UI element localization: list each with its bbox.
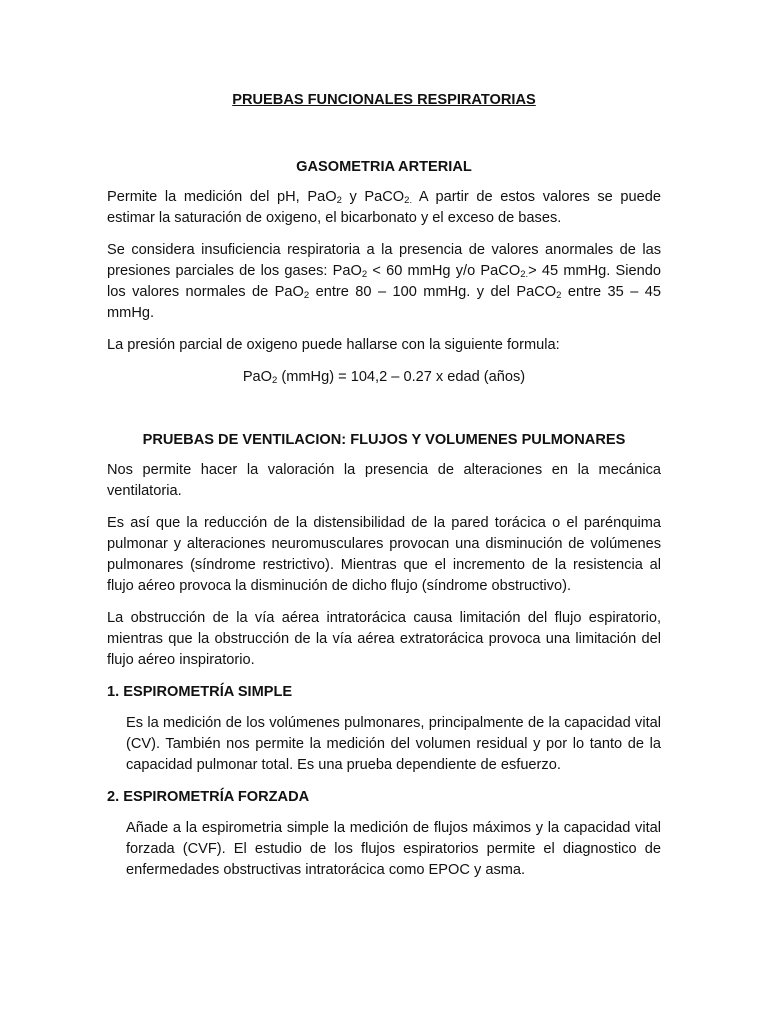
numbered-heading-espirometria-forzada: 2. ESPIROMETRÍA FORZADA <box>107 789 310 805</box>
paragraph-espirometria-simple: Es la medición de los volúmenes pulmonares, principalmente de la capacidad vital (CV). También nos permite la medición del volumen residual y por lo tanto de la capacidad pulmonar total. Es una prueba dependiente de esfuerzo. <box>126 715 661 773</box>
text-run: Se considera insuficiencia respiratoria a la presencia de valores anormales de las presiones parciales de los gases: PaO <box>107 242 661 279</box>
section-heading-ventilacion: PRUEBAS DE VENTILACION: FLUJOS Y VOLUMENES PULMONARES <box>142 432 626 448</box>
subscript: 2 <box>303 290 310 301</box>
document-title: PRUEBAS FUNCIONALES RESPIRATORIAS <box>232 92 536 108</box>
paragraph-gasometria-2 <box>107 240 661 324</box>
text-run: > 45 mmHg. Siendo los valores normales de PaO <box>107 263 661 300</box>
paragraph-gasometria-3: La presión parcial de oxigeno puede hallarse con la siguiente formula: <box>107 337 560 353</box>
text-run: A partir de estos valores se puede estimar la saturación de oxigeno, el bicarbonato y el exceso de bases. <box>107 189 661 226</box>
paragraph-ventilacion-2: Es así que la reducción de la distensibilidad de la pared torácica o el parénquima pulmonar y alteraciones neuromusculares provocan una disminución de volúmenes pulmonares (síndrome restrictivo). Mientras que el incremento de la resistencia al flujo aéreo provoca la disminución de dicho flujo (síndrome obstructivo). <box>107 515 661 594</box>
subscript: 2 <box>272 375 278 386</box>
text-run: (mmHg) = 104,2 – 0.27 x edad (años) <box>277 369 526 385</box>
paragraph-espirometria-forzada: Añade a la espirometria simple la medición de flujos máximos y la capacidad vital forzada (CVF). El estudio de los flujos espiratorios permite el diagnostico de enfermedades obstructivas intratorácica como EPOC y asma. <box>126 820 661 878</box>
subscript: 2. <box>520 269 529 280</box>
text-run: Permite la medición del pH, PaO <box>107 189 337 205</box>
paragraph-ventilacion-1: Nos permite hacer la valoración la presencia de alteraciones en la mecánica ventilatoria. <box>107 462 661 499</box>
paragraph-gasometria-1 <box>107 187 661 229</box>
subscript: 2 <box>556 290 562 301</box>
section-heading-gasometria: GASOMETRIA ARTERIAL <box>296 159 472 175</box>
subscript: 2. <box>404 195 413 206</box>
numbered-heading-espirometria-simple: 1. ESPIROMETRÍA SIMPLE <box>107 684 293 700</box>
paragraph-ventilacion-3: La obstrucción de la vía aérea intratorácica causa limitación del flujo espiratorio, mientras que la obstrucción de la vía aérea extratorácica provoca una limitación del flujo aéreo inspiratorio. <box>107 610 661 668</box>
text-run: y PaCO <box>341 189 405 205</box>
text-run: < 60 mmHg y/o PaCO <box>367 263 521 279</box>
subscript: 2 <box>361 269 368 280</box>
text-run: entre 35 – 45 mmHg. <box>107 284 662 321</box>
formula <box>107 367 661 388</box>
subscript: 2 <box>336 195 342 206</box>
text-run: entre 80 – 100 mmHg. y del PaCO <box>309 284 557 300</box>
text-run: PaO <box>242 369 273 385</box>
